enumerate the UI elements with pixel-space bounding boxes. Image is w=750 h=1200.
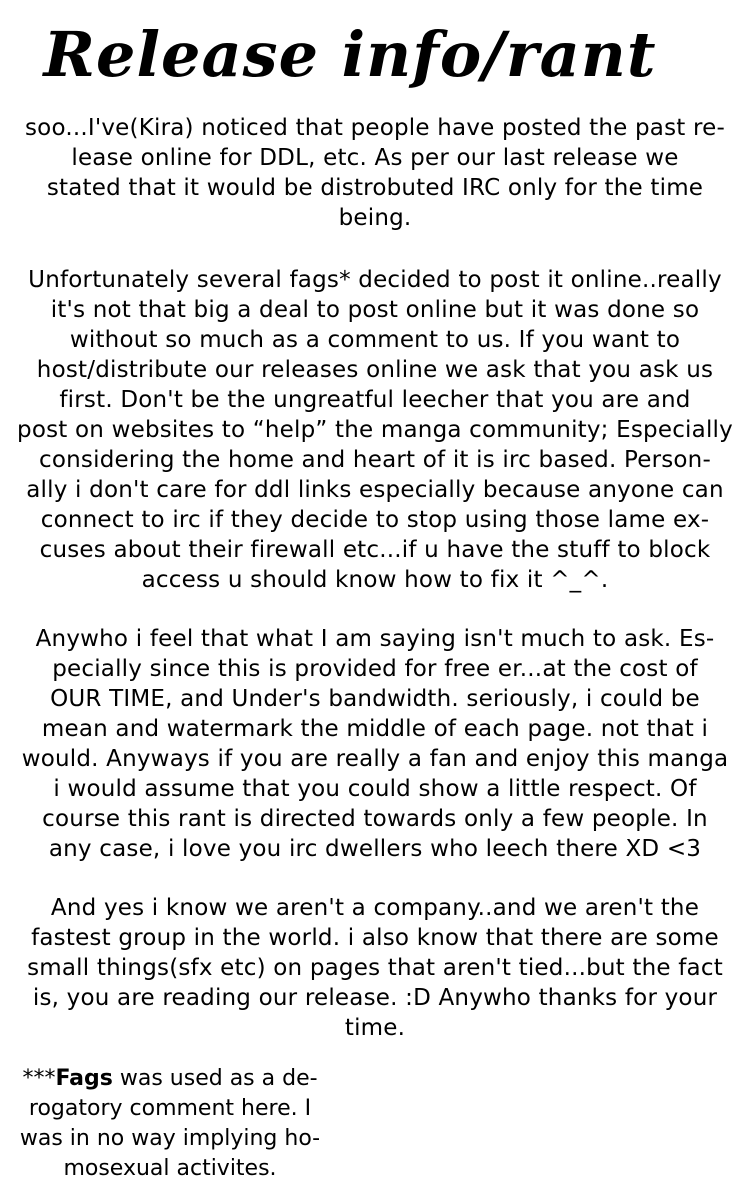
text-line: is, you are reading our release. :D Anywho thanks for your	[32, 985, 718, 1011]
text-line: lease online for DDL, etc. As per our last release we	[71, 145, 679, 171]
text-line: course this rant is directed towards only a few people. In	[42, 806, 708, 832]
text-line: ally i don't care for ddl links especially because anyone can	[26, 477, 724, 503]
text-line: cuses about their firewall etc...if u have the stuff to block	[39, 537, 711, 563]
text-line: it's not that big a deal to post online but it was done so	[50, 297, 700, 323]
paragraph-intro	[8, 113, 742, 233]
footnote-prefix: ***	[22, 1066, 56, 1091]
text-line: pecially since this is provided for free er...at the cost of	[52, 656, 698, 682]
text-line: post on websites to “help” the manga community; Especially	[17, 417, 733, 443]
text-line: Unfortunately several fags* decided to post it online..really	[28, 267, 722, 293]
footnote-line	[10, 1064, 330, 1094]
footnote-line: was in no way implying ho-	[19, 1126, 321, 1151]
text-line: being.	[338, 205, 412, 231]
text-line: fastest group in the world. i also know that there are some	[31, 925, 719, 951]
text-line: Anywho i feel that what I am saying isn't much to ask. Es-	[35, 626, 715, 652]
paragraph-anywho	[8, 624, 742, 864]
footnote-line: rogatory comment here. I	[28, 1096, 312, 1121]
text-line: without so much as a comment to us. If you want to	[69, 327, 681, 353]
text-line: stated that it would be distrobuted IRC only for the time	[46, 175, 704, 201]
text-line: mean and watermark the middle of each page. not that i	[41, 716, 709, 742]
text-line: soo...I've(Kira) noticed that people have posted the past re-	[25, 115, 725, 141]
text-line: time.	[344, 1015, 406, 1041]
footnote-line: mosexual activites.	[63, 1156, 277, 1181]
text-line: first. Don't be the ungreatful leecher that you are and	[59, 387, 691, 413]
footnote-text: was used as a de-	[112, 1066, 318, 1091]
text-line: considering the home and heart of it is irc based. Person-	[39, 447, 711, 473]
footnote-bold-word: Fags	[55, 1066, 113, 1091]
text-line: would. Anyways if you are really a fan and enjoy this manga	[21, 746, 729, 772]
text-line: i would assume that you could show a little respect. Of	[53, 776, 697, 802]
text-line: OUR TIME, and Under's bandwidth. seriously, i could be	[50, 686, 700, 712]
footnote	[10, 1064, 330, 1184]
text-line: host/distribute our releases online we ask that you ask us	[36, 357, 714, 383]
text-line: any case, i love you irc dwellers who leech there XD <3	[48, 836, 702, 862]
text-line: access u should know how to fix it ^_^.	[141, 567, 609, 593]
text-line: small things(sfx etc) on pages that aren't tied...but the fact	[27, 955, 723, 981]
paragraph-rant	[8, 265, 742, 595]
paragraph-closing	[8, 893, 742, 1043]
text-line: And yes i know we aren't a company..and we aren't the	[50, 895, 700, 921]
text-line: connect to irc if they decide to stop using those lame ex-	[40, 507, 710, 533]
page-title: Release info/rant	[43, 18, 657, 91]
